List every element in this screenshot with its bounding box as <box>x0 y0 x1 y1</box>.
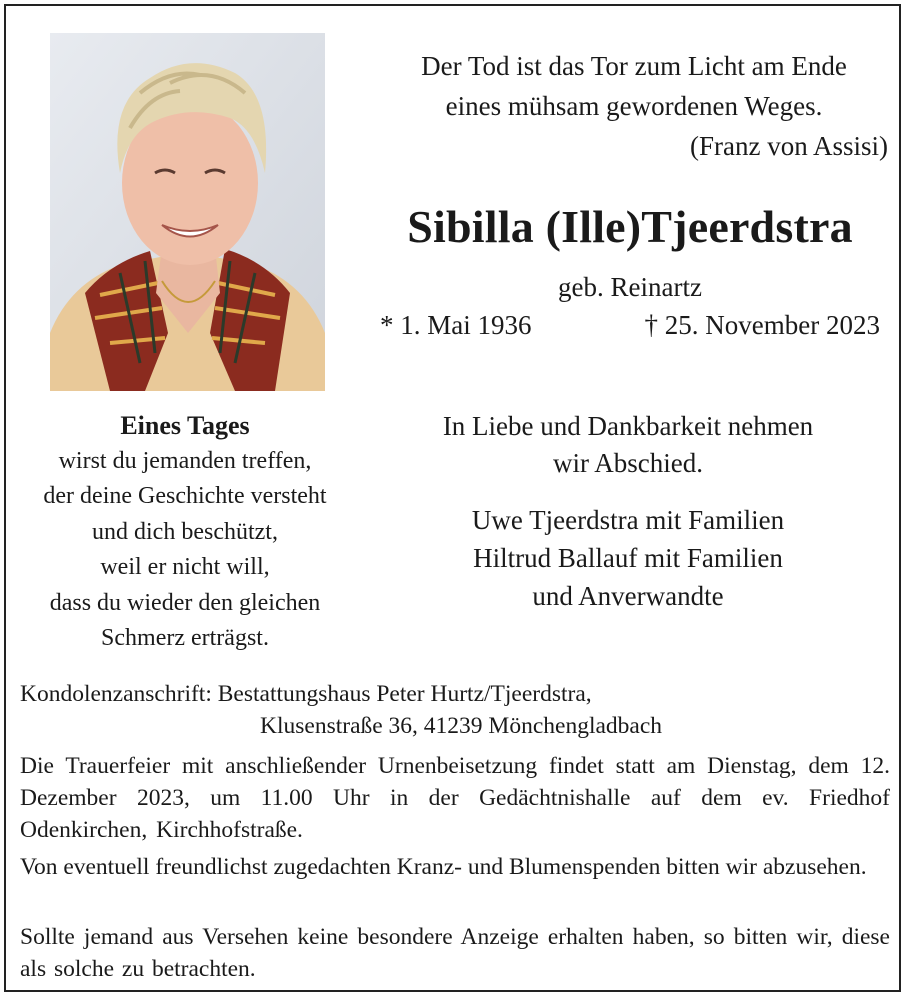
mourner: Hiltrud Ballauf mit Familien <box>473 543 783 573</box>
poem-line: wirst du jemanden treffen, <box>58 447 312 474</box>
farewell-line-2: wir Abschied. <box>553 448 703 478</box>
notice-paragraph: Sollte jemand aus Versehen keine besondere Anzeige erhalten haben, so bitten wir, diese als solche zu betrachten. <box>20 924 890 982</box>
farewell-line-1: In Liebe und Dankbarkeit nehmen <box>442 411 814 441</box>
portrait-photo <box>50 33 325 391</box>
poem-line: und dich beschützt, <box>92 518 278 545</box>
birth-date: * 1. Mai 1936 <box>380 310 532 340</box>
poem-line: dass du wieder den gleichen <box>49 589 321 616</box>
deceased-name: Sibilla (Ille)Tjeerdstra <box>407 201 853 252</box>
ceremony-paragraph: Die Trauerfeier mit anschließender Urnenbeisetzung findet statt am Dienstag, dem 12. Dezember 2023, um 11.00 Uhr in der Gedächtnishalle auf dem ev. Friedhof Odenkirchen, Kirchhofstraße. <box>20 753 890 843</box>
poem-title: Eines Tages <box>120 411 250 440</box>
quote-author: (Franz von Assisi) <box>690 131 888 161</box>
poem <box>15 408 355 657</box>
poem-line: Schmerz erträgst. <box>101 625 269 651</box>
mourner: Uwe Tjeerdstra mit Familien <box>471 505 785 535</box>
flowers-paragraph: Von eventuell freundlichst zugedachten Kranz- und Blumenspenden bitten wir abzusehen. <box>20 854 867 880</box>
poem-line: weil er nicht will, <box>100 554 270 580</box>
quote-line-2: eines mühsam gewordenen Weges. <box>445 91 823 121</box>
condolence-line-2: Klusenstraße 36, 41239 Mönchengladbach <box>260 713 663 739</box>
condolence-address <box>20 678 890 742</box>
mourner: und Anverwandte <box>532 581 724 611</box>
birth-name: geb. Reinartz <box>558 272 702 302</box>
poem-line: der deine Geschichte versteht <box>43 483 327 509</box>
mourners-list <box>380 501 876 615</box>
death-date: † 25. November 2023 <box>644 310 880 340</box>
condolence-line-1: Kondolenzanschrift: Bestattungshaus Peter Hurtz/Tjeerdstra, <box>20 681 592 707</box>
opening-quote <box>350 46 888 166</box>
farewell-text <box>380 408 876 482</box>
quote-line-1: Der Tod ist das Tor zum Licht am Ende <box>421 51 847 81</box>
